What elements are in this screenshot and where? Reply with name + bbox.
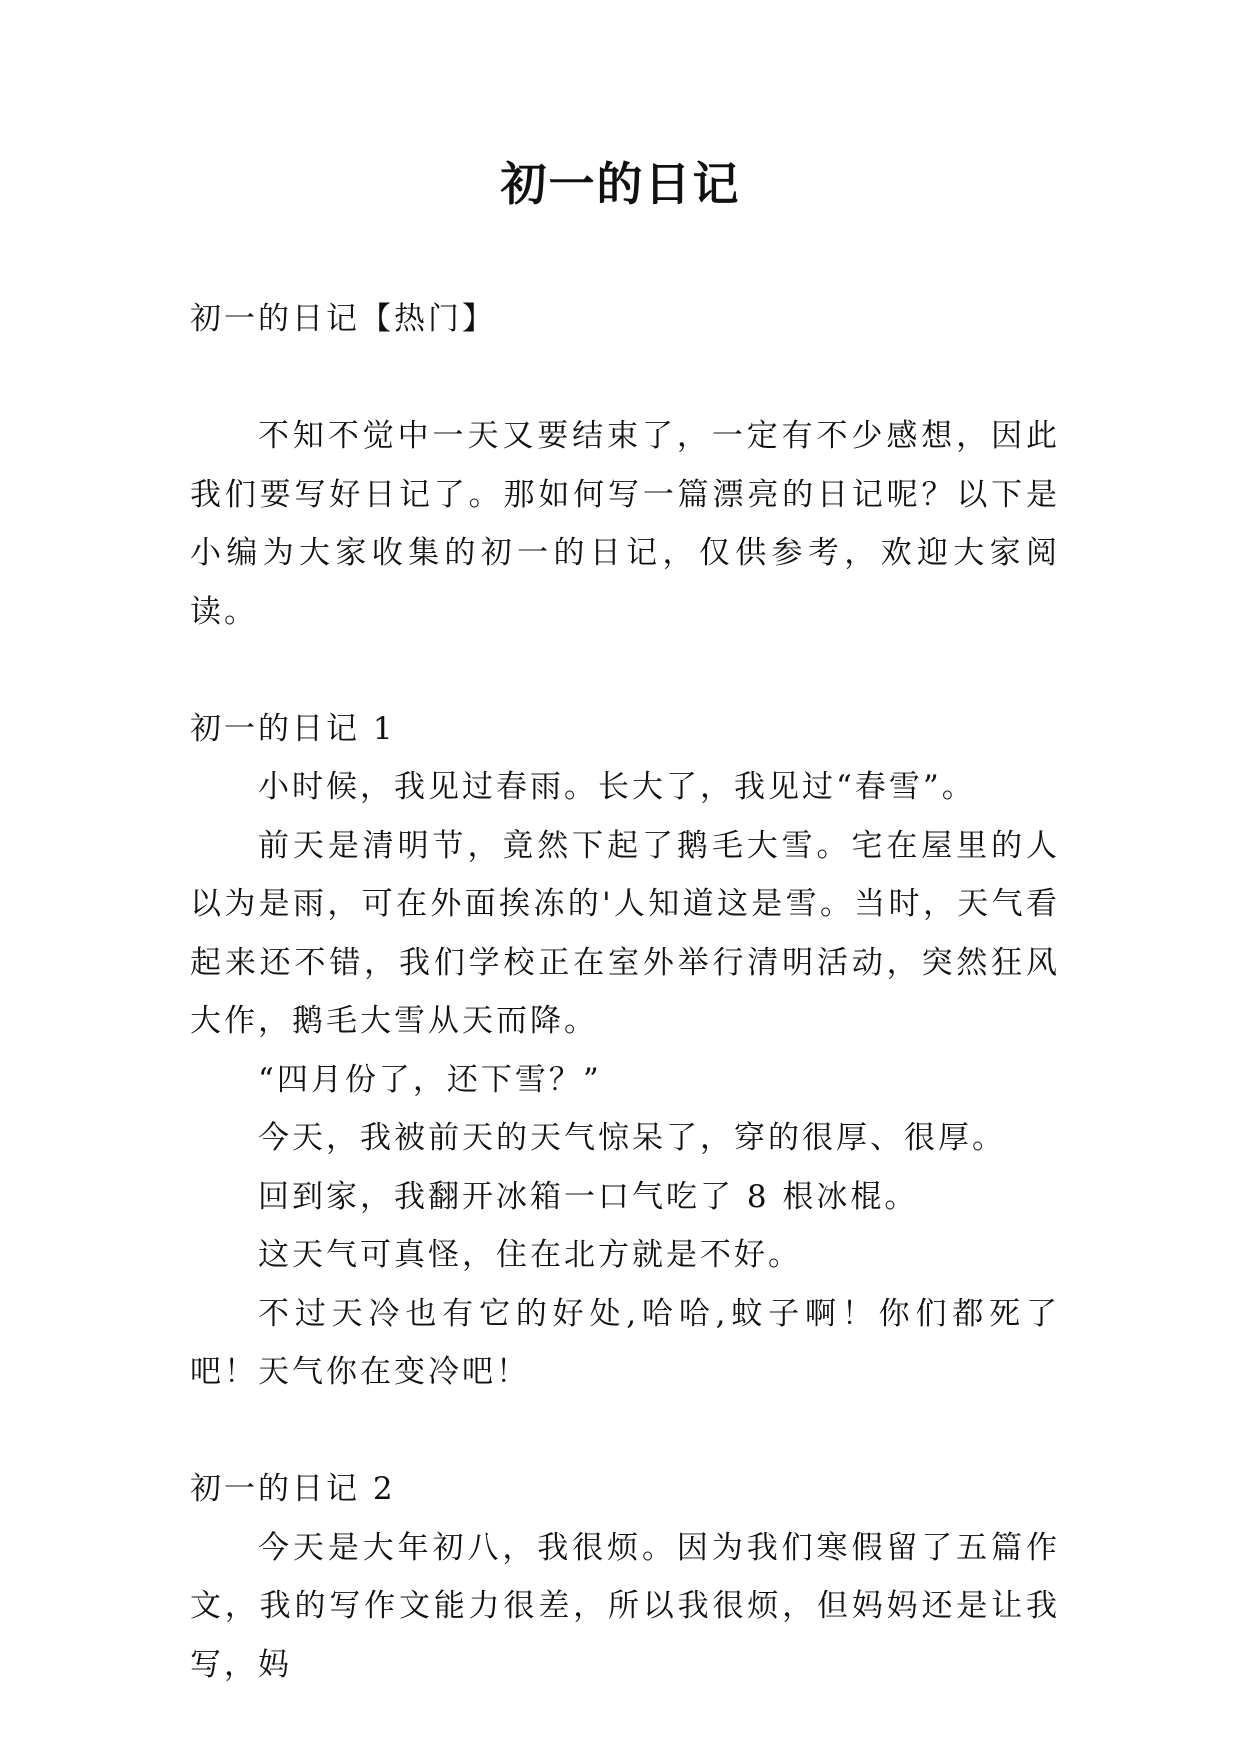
paragraph-gap	[190, 349, 1060, 408]
diary2-paragraph: 今天是大年初八，我很烦。因为我们寒假留了五篇作文，我的写作文能力很差，所以我很烦，但妈妈还是让我写，妈	[190, 1529, 1060, 1683]
diary2-heading: 初一的日记 2	[190, 1471, 396, 1507]
diary1-paragraph: 回到家，我翻开冰箱一口气吃了 8 根冰棍。	[258, 1178, 919, 1215]
diary1-paragraph: 今天，我被前天的天气惊呆了，穿的很厚、很厚。	[258, 1120, 1006, 1156]
diary1-paragraph: 小时候，我见过春雨。长大了，我见过“春雪”。	[258, 769, 976, 805]
intro-paragraph: 不知不觉中一天又要结束了，一定有不少感想，因此我们要写好日记了。那如何写一篇漂亮的日记呢？以下是小编为大家收集的初一的日记，仅供参考，欢迎大家阅读。	[190, 418, 1060, 630]
diary1-paragraph: 这天气可真怪，住在北方就是不好。	[258, 1237, 802, 1273]
paragraph-gap	[190, 1402, 1060, 1461]
diary1-paragraph: “四月份了，还下雪？”	[258, 1061, 602, 1098]
document-title: 初一的日记	[500, 157, 741, 211]
diary1-paragraph: 前天是清明节，竟然下起了鹅毛大雪。宅在屋里的人以为是雨，可在外面挨冻的'人知道这是雪。当时，天气看起来还不错，我们学校正在室外举行清明活动，突然狂风大作，鹅毛大雪从天而降。	[190, 827, 1060, 1039]
diary1-paragraph: 不过天冷也有它的好处,哈哈,蚊子啊！你们都死了吧！天气你在变冷吧！	[190, 1295, 1060, 1390]
diary1-heading: 初一的日记 1	[190, 710, 396, 747]
document-body	[190, 290, 1060, 1694]
paragraph-gap	[190, 641, 1060, 700]
document-subtitle: 初一的日记【热门】	[190, 301, 496, 337]
